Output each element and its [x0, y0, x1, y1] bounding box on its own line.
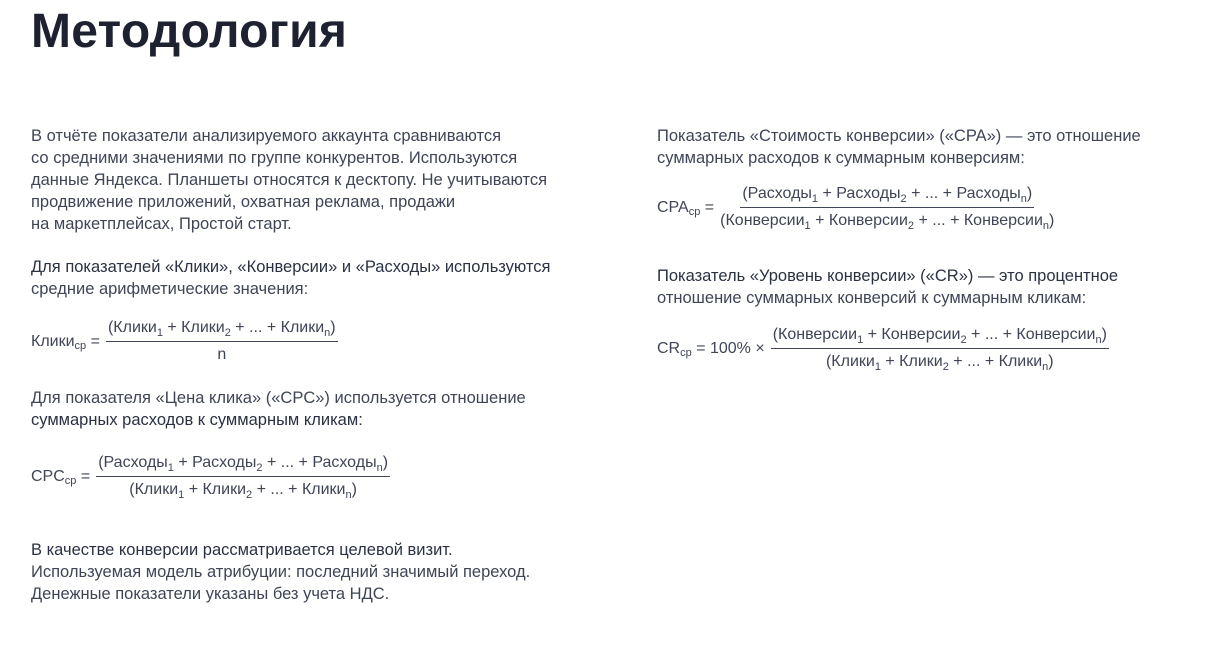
cpc-formula [31, 454, 390, 499]
intro-line: со средними значениями по группе конкурентов. Используются [31, 149, 518, 167]
intro-paragraph [31, 125, 547, 235]
cpa-line: Показатель «Стоимость конверсии» («CPA») — это отношение [657, 127, 1141, 145]
formula-lhs: Клики$_{ср}$ = [31, 332, 100, 352]
cpc-line: суммарных расходов к суммарным кликам: [31, 411, 363, 429]
cr-paragraph [657, 265, 1118, 309]
intro-line: данные Яндекса. Планшеты относятся к десктопу. Не учитываются [31, 171, 548, 189]
formula-fraction [771, 326, 1109, 371]
cpa-formula [657, 185, 1054, 230]
formula-numerator: (Конверсии$_1$ + Конверсии$_2$ + ... + Конверсии$_n$) [771, 326, 1109, 349]
formula-fraction [106, 319, 338, 364]
cr-formula [657, 326, 1109, 371]
formula-numerator: (Клики$_1$ + Клики$_2$ + ... + Клики$_n$) [106, 319, 338, 342]
averages-paragraph [31, 256, 550, 300]
formula-denominator: n [217, 346, 227, 363]
cpa-paragraph [657, 125, 1141, 169]
footer-line: Используемая модель атрибуции: последний значимый переход. [31, 563, 531, 581]
footer-paragraph [31, 539, 530, 605]
intro-line: В отчёте показатели анализируемого аккаунта сравниваются [31, 127, 502, 145]
clicks-average-formula [31, 319, 338, 364]
footer-line: Денежные показатели указаны без учета НДС. [31, 585, 390, 603]
cr-line: Показатель «Уровень конверсии» («CR») — это процентное [657, 267, 1119, 285]
footer-line: В качестве конверсии рассматривается целевой визит. [31, 541, 453, 559]
formula-numerator: (Расходы$_1$ + Расходы$_2$ + ... + Расходы$_n$) [96, 454, 390, 477]
formula-fraction [96, 454, 390, 499]
formula-numerator: (Расходы$_1$ + Расходы$_2$ + ... + Расходы$_n$) [740, 185, 1034, 208]
formula-denominator: (Клики$_1$ + Клики$_2$ + ... + Клики$_n$) [129, 481, 357, 501]
formula-lhs: $CPC_{ср}$ = [31, 467, 91, 487]
cpa-line: суммарных расходов к суммарным конверсиям: [657, 149, 1025, 167]
formula-lhs: $CPA_{ср}$ = [657, 198, 715, 218]
averages-line: средние арифметические значения: [31, 280, 309, 298]
formula-denominator: (Клики$_1$ + Клики$_2$ + ... + Клики$_n$) [825, 353, 1054, 373]
cpc-paragraph [31, 387, 526, 431]
intro-line: на маркетплейсах, Простой старт. [31, 215, 292, 233]
page-title: Методология [31, 5, 348, 58]
intro-line: продвижение приложений, охватная реклама, продажи [31, 193, 456, 211]
averages-line: Для показателей «Клики», «Конверсии» и «Расходы» используются [31, 258, 551, 276]
cr-line: отношение суммарных конверсий к суммарным кликам: [657, 289, 1087, 307]
formula-lhs: $CR_{ср} = 100\%$ × [657, 339, 765, 359]
cpc-line: Для показателя «Цена клика» («CPC») используется отношение [31, 389, 526, 407]
formula-denominator: (Конверсии$_1$ + Конверсии$_2$ + ... + Конверсии$_n$) [720, 212, 1055, 232]
formula-fraction [720, 185, 1054, 230]
